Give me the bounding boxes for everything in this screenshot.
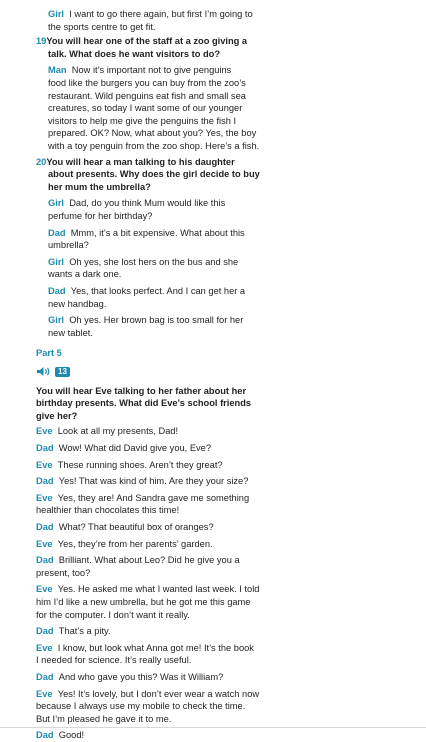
question-text: give her?: [36, 410, 78, 421]
text-line: [36, 538, 213, 551]
dialogue-text: These running shoes. Aren’t they great?: [57, 459, 223, 470]
speaker-label: Girl: [48, 256, 65, 267]
dialogue-text: I needed for science. It’s really useful.: [36, 655, 192, 666]
dialogue-text: I want to go there again, but first I’m going to: [69, 9, 253, 19]
text-line: [48, 8, 253, 21]
text-line: [36, 567, 90, 580]
text-line: [48, 77, 246, 90]
dialogue-text: Yes, they’re from her parents’ garden.: [57, 538, 213, 549]
speaker-label: Eve: [36, 642, 53, 653]
speaker-label: Dad: [36, 443, 54, 453]
text-line: [36, 425, 178, 438]
question-text: You will hear Eve talking to her father about her: [36, 385, 247, 396]
text-line: [36, 459, 223, 472]
dialogue-text: I know, but look what Anna got me! It’s the book: [57, 642, 254, 653]
text-line: [36, 583, 259, 596]
text-line: [36, 554, 240, 567]
dialogue-text: Yes! That was kind of him. Are they your size?: [58, 476, 249, 487]
speaker-label: Dad: [36, 522, 54, 532]
text-line: [36, 442, 211, 455]
speaker-label: Dad: [36, 672, 54, 682]
dialogue-text: Mmm, it’s a bit expensive. What about this: [70, 227, 245, 238]
dialogue-text: But I’m pleased he gave it to me.: [36, 713, 172, 724]
dialogue-text: new tablet.: [48, 327, 93, 338]
speaker-label: Dad: [48, 227, 66, 238]
dialogue-text: That’s a pity.: [58, 626, 111, 637]
question-number: 19: [36, 36, 47, 47]
track-number-badge: 13: [55, 367, 70, 377]
text-line: [48, 127, 256, 140]
text-line: [36, 713, 171, 726]
text-line: [36, 654, 191, 667]
speaker-label: Dad: [36, 476, 54, 487]
text-line: [36, 385, 246, 398]
text-line: [48, 21, 156, 34]
dialogue-text: Dad, do you think Mum would like this: [69, 198, 226, 209]
text-line: [36, 688, 259, 701]
part-5-heading: Part 5: [36, 348, 62, 359]
text-line: [48, 64, 231, 77]
text-line: [48, 327, 93, 340]
dialogue-text: because I always use my mobile to check the time.: [36, 701, 246, 712]
text-line: [36, 609, 190, 622]
question-text: You will hear one of the staff at a zoo giving a: [46, 36, 248, 47]
text-line: [36, 625, 111, 638]
dialogue-text: And who gave you this? Was it William?: [58, 672, 224, 682]
dialogue-text: Yes, they are! And Sandra gave me something: [57, 492, 250, 503]
text-line: [36, 156, 235, 169]
text-line: [48, 181, 151, 194]
text-line: [48, 115, 236, 128]
speaker-label: Dad: [48, 286, 66, 296]
question-text: about presents. Why does the girl decide to buy: [48, 169, 260, 180]
dialogue-text: Good!: [58, 730, 85, 741]
speaker-label: Girl: [48, 198, 65, 209]
text-line: [48, 314, 243, 327]
speaker-label: Eve: [36, 426, 53, 437]
speaker-audio-icon: [36, 366, 52, 377]
speaker-label: Eve: [36, 538, 53, 549]
text-line: [36, 397, 251, 410]
dialogue-text: healthier than chocolates this time!: [36, 505, 180, 516]
text-line: [48, 140, 259, 153]
text-line: [36, 700, 245, 713]
dialogue-text: Wow! What did David give you, Eve?: [58, 443, 212, 453]
speaker-label: Dad: [36, 626, 54, 637]
text-line: [36, 475, 248, 488]
text-line: [36, 35, 247, 48]
speaker-label: Dad: [36, 555, 54, 566]
dialogue-text: visitors to help me give the penguins the fish I: [48, 115, 237, 126]
text-line: [48, 298, 106, 311]
dialogue-text: umbrella?: [48, 240, 89, 251]
dialogue-text: the sports centre to get fit.: [48, 21, 156, 32]
text-line: [36, 504, 179, 517]
dialogue-text: Yes! It’s lovely, but I don’t ever wear a watch now: [57, 688, 260, 699]
question-text: birthday presents. What did Eve’s school friends: [36, 398, 252, 409]
speaker-label: Girl: [48, 9, 65, 19]
dialogue-text: prepared. OK? Now, what about you? Yes, the boy: [48, 128, 257, 139]
audio-track-marker[interactable]: [36, 366, 70, 377]
dialogue-text: wants a dark one.: [48, 269, 122, 280]
text-line: [48, 48, 220, 61]
text-line: [48, 168, 260, 181]
speaker-label: Eve: [36, 688, 53, 699]
question-number: 20: [36, 156, 47, 167]
text-line: [48, 102, 242, 115]
text-line: [48, 256, 238, 269]
page-footer-rule: [0, 727, 426, 728]
text-line: [36, 492, 249, 505]
dialogue-text: Yes, that looks perfect. And I can get her a: [70, 286, 246, 296]
text-line: [36, 521, 214, 534]
text-line: [36, 671, 223, 684]
dialogue-text: him I’d like a new umbrella, but he got me this game: [36, 597, 251, 607]
question-text: her mum the umbrella?: [48, 181, 151, 192]
text-line: [48, 210, 152, 223]
dialogue-text: creatures, so today I want some of our younger: [48, 103, 243, 114]
speaker-label: Dad: [36, 730, 54, 741]
text-line: [48, 268, 121, 281]
text-line: [36, 729, 84, 742]
dialogue-text: Yes. He asked me what I wanted last week. I told: [57, 584, 260, 595]
dialogue-text: new handbag.: [48, 298, 107, 309]
dialogue-text: What? That beautiful box of oranges?: [58, 522, 214, 532]
dialogue-text: Look at all my presents, Dad!: [57, 426, 179, 437]
speaker-label: Eve: [36, 459, 53, 470]
dialogue-text: perfume for her birthday?: [48, 211, 153, 221]
text-line: [48, 90, 246, 103]
speaker-label: Man: [48, 65, 67, 76]
dialogue-text: with a toy penguin from the zoo shop. Here’s a fish.: [48, 141, 260, 151]
dialogue-text: present, too?: [36, 567, 91, 578]
dialogue-text: Oh yes. Her brown bag is too small for her: [69, 315, 244, 326]
dialogue-text: for the computer. I don’t want it really.: [36, 609, 190, 620]
text-line: [36, 596, 250, 609]
speaker-label: Eve: [36, 492, 53, 503]
text-line: [48, 227, 245, 240]
dialogue-text: restaurant. Wild penguins eat fish and small sea: [48, 90, 246, 101]
part-heading: [36, 347, 62, 360]
dialogue-text: food like the burgers you can buy from the zoo’s: [48, 78, 246, 88]
speaker-label: Girl: [48, 315, 65, 326]
question-text: talk. What does he want visitors to do?: [48, 48, 221, 59]
text-line: [36, 642, 254, 655]
text-line: [48, 285, 245, 298]
dialogue-text: Brilliant. What about Leo? Did he give you a: [58, 555, 240, 566]
text-line: [48, 197, 225, 210]
dialogue-text: Now it’s important not to give penguins: [71, 65, 232, 76]
question-text: You will hear a man talking to his daughter: [46, 156, 235, 167]
text-line: [48, 239, 89, 252]
speaker-label: Eve: [36, 584, 53, 595]
dialogue-text: Oh yes, she lost hers on the bus and she: [69, 256, 239, 267]
text-line: [36, 410, 77, 423]
